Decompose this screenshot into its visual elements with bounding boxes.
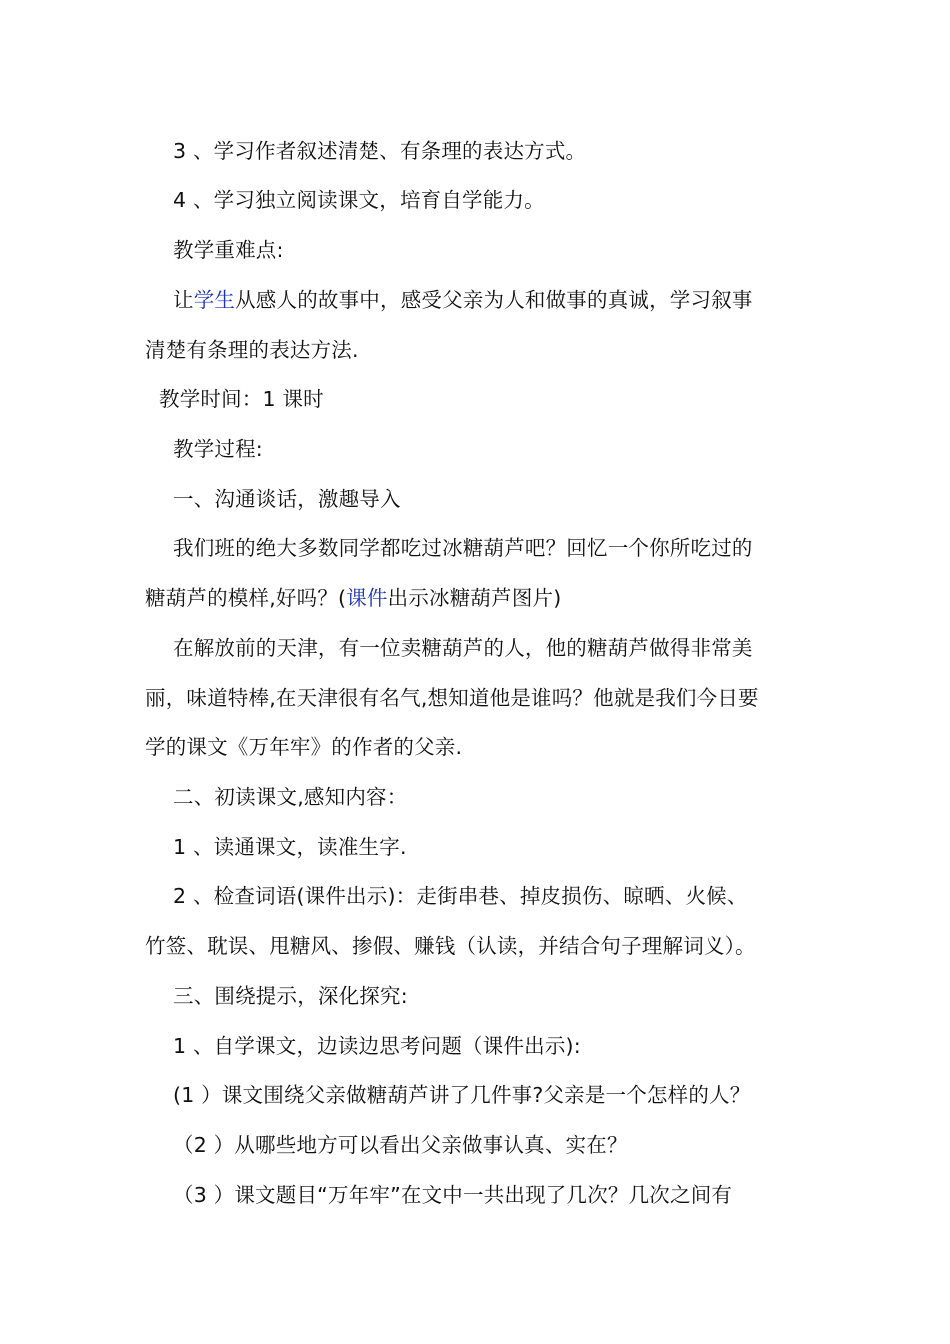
text-span: 竹签、耽误、甩糖风、掺假、赚钱（认读，并结合句子理解词义）。 (145, 934, 756, 958)
section-2-heading (173, 785, 407, 809)
text-span: 我们班的绝大多数同学都吃过冰糖葫芦吧？回忆一个你所吃过的 (173, 536, 753, 560)
teaching-time-line (159, 387, 324, 411)
text-span: 丽，味道特棒,在天津很有名气,想知道他是谁吗？他就是我们今日要 (145, 686, 759, 710)
step-2-line-2 (145, 934, 756, 958)
question-1-line (173, 1083, 750, 1107)
question-3-line (173, 1183, 732, 1207)
text-span: 出示冰糖葫芦图片) (387, 586, 562, 610)
section-3-heading (173, 984, 408, 1008)
text-span: 3 、学习作者叙述清楚、有条理的表达方式。 (173, 139, 587, 163)
text-span: 学的课文《万年牢》的作者的父亲. (145, 735, 463, 759)
story-paragraph-line-2 (145, 686, 759, 710)
text-span: （3 ）课文题目“万年牢”在文中一共出现了几次？几次之间有 (173, 1183, 733, 1207)
self-study-line (173, 1034, 581, 1058)
text-span: 1 、读通课文，读准生字. (173, 835, 407, 859)
text-span: （2 ）从哪些地方可以看出父亲做事认真、实在？ (173, 1133, 628, 1157)
intro-paragraph-line-2 (145, 586, 561, 610)
student-link[interactable]: 学生 (193, 288, 236, 312)
question-2-line (173, 1133, 628, 1157)
key-points-line-2 (145, 338, 359, 362)
key-points-heading (173, 238, 284, 262)
story-paragraph-line-1 (173, 636, 753, 660)
text-span: 三、围绕提示，深化探究: (173, 984, 408, 1008)
step-2-line-1 (173, 884, 748, 908)
text-span: (1 ）课文围绕父亲做糖葫芦讲了几件事?父亲是一个怎样的人？ (173, 1083, 751, 1107)
text-span: 一、沟通谈话，激趣导入 (173, 487, 401, 511)
text-span: 在解放前的天津，有一位卖糖葫芦的人，他的糖葫芦做得非常美 (173, 636, 753, 660)
text-span: 4 、学习独立阅读课文，培育自学能力。 (173, 188, 545, 212)
objective-3-line (173, 139, 586, 163)
text-span: 教学过程: (173, 437, 263, 461)
text-span: 二、初读课文,感知内容： (173, 785, 408, 809)
story-paragraph-line-3 (145, 735, 462, 759)
teaching-process-heading (173, 437, 263, 461)
text-span: 2 、检查词语(课件出示)：走街串巷、掉皮损伤、晾晒、火候、 (173, 884, 748, 908)
step-1-line (173, 835, 407, 859)
section-1-heading (173, 487, 401, 511)
text-span: 1 、自学课文，边读边思考问题（课件出示): (173, 1034, 581, 1058)
intro-paragraph-line-1 (173, 536, 753, 560)
objective-4-line (173, 188, 545, 212)
text-span: 清楚有条理的表达方法. (145, 338, 359, 362)
text-span: 从感人的故事中，感受父亲为人和做事的真诚，学习叙事 (235, 288, 753, 312)
text-span: 糖葫芦的模样,好吗？( (145, 586, 347, 610)
text-span: 教学时间：1 课时 (159, 387, 324, 411)
key-points-line-1 (173, 288, 753, 312)
text-span: 让 (173, 288, 194, 312)
courseware-link[interactable]: 课件 (346, 586, 388, 610)
text-span: 教学重难点: (173, 238, 284, 262)
